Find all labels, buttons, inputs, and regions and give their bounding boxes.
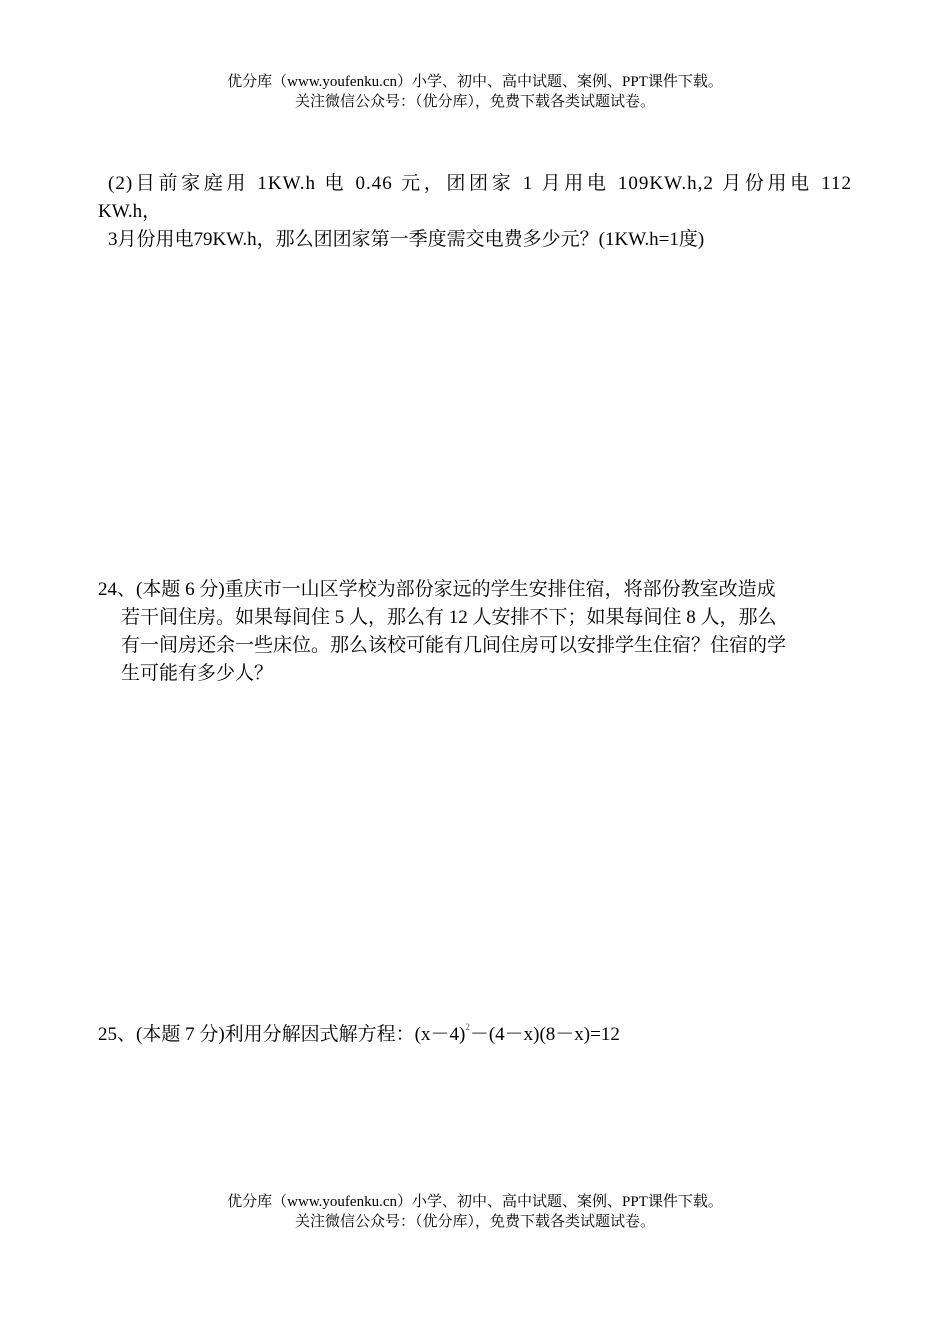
header-line-2: 关注微信公众号：（优分库），免费下载各类试题试卷。 <box>294 94 655 110</box>
question-part-2-line-2: KW.h， <box>98 201 162 222</box>
footer-line-1: 优分库（www.youfenku.cn）小学、初中、高中试题、案例、PPT课件下载。 <box>227 1194 723 1210</box>
page-header <box>0 72 950 112</box>
question-24 <box>98 576 852 688</box>
question-24-line-1: 24、(本题 6 分)重庆市一山区学校为部份家远的学生安排住宿，将部份教室改造成 <box>98 579 776 600</box>
header-line-1: 优分库（www.youfenku.cn）小学、初中、高中试题、案例、PPT课件下载。 <box>227 74 723 90</box>
page-footer <box>0 1192 950 1232</box>
question-25 <box>98 1013 852 1049</box>
question-24-line-4: 生可能有多少人？ <box>121 663 274 684</box>
footer-line-2: 关注微信公众号：（优分库），免费下载各类试题试卷。 <box>294 1214 655 1230</box>
question-24-line-2: 若干间住房。如果每间住 5 人，那么有 12 人安排不下；如果每间住 8 人，那么 <box>121 607 777 628</box>
question-25-suffix: －(4－x)(8－x)=12 <box>469 1024 620 1045</box>
question-24-line-3: 有一间房还余一些床位。那么该校可能有几间住房可以安排学生住宿？住宿的学 <box>121 635 787 656</box>
question-25-exponent: 2 <box>465 1022 470 1032</box>
question-part-2 <box>98 170 852 254</box>
question-25-prefix: 25、(本题 7 分)利用分解因式解方程：(x－4) <box>98 1024 466 1045</box>
question-part-2-line-3: 3月份用电79KW.h，那么团团家第一季度需交电费多少元？(1KW.h=1度) <box>108 229 705 250</box>
question-part-2-line-1: (2)目前家庭用 1KW.h 电 0.46 元，团团家 1 月用电 109KW.h,2 月份用电 112 <box>108 173 852 194</box>
